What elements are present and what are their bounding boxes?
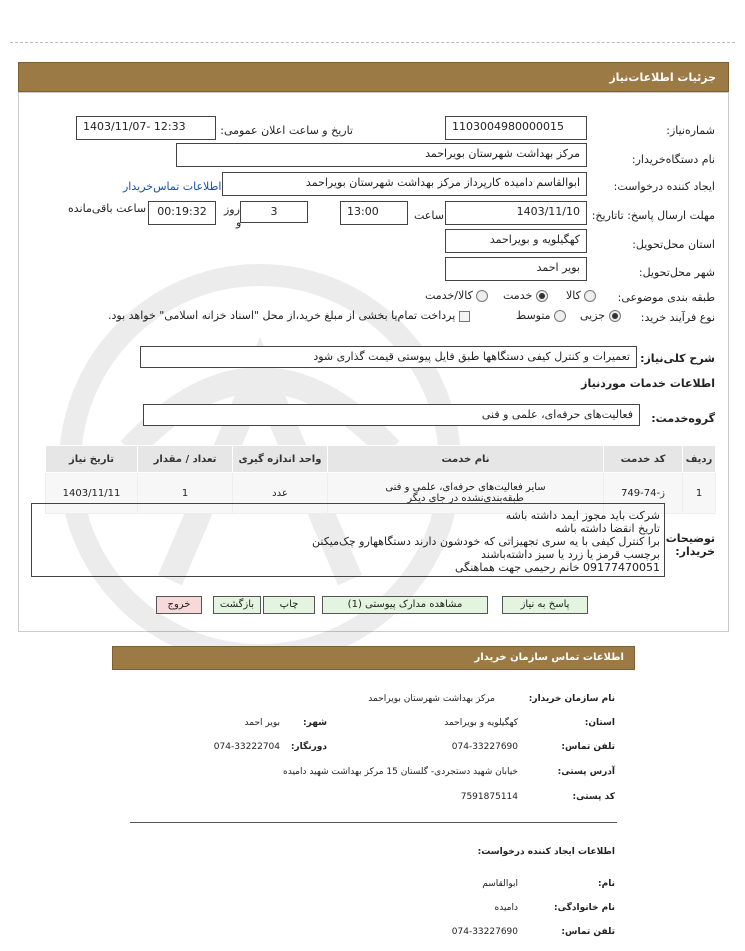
partial-label: جزیی: [580, 309, 606, 322]
category-goods-option[interactable]: [566, 289, 596, 302]
requester-field: ابوالقاسم دامیده کارپرداز مرکز بهداشت شهرستان بویراحمد: [222, 172, 587, 196]
process-label: نوع فرآیند خرید:: [640, 311, 715, 324]
contact-city-label: شهر:: [303, 718, 327, 728]
col-unit: واحد اندازه گیری: [233, 446, 328, 473]
buyer-org-field: مرکز بهداشت شهرستان بویراحمد: [176, 143, 587, 167]
payment-checkbox[interactable]: [459, 311, 470, 322]
days-label: روز: [224, 203, 240, 216]
notes-line: تاریخ انقضا داشته باشه: [555, 522, 660, 535]
keyword-label: شرح کلی‌نیاز:: [640, 352, 715, 365]
creator-phone-value: 074-33227690: [451, 927, 518, 937]
creator-name-value: ابوالقاسم: [482, 879, 518, 889]
remaining-label: ساعت باقی‌مانده: [68, 202, 147, 215]
col-code: کد خدمت: [604, 446, 683, 473]
process-partial-option[interactable]: [580, 309, 621, 322]
services-heading: اطلاعات خدمات موردنیاز: [581, 377, 715, 390]
contact-org-value: مرکز بهداشت شهرستان بویراحمد: [368, 694, 495, 704]
contact-section-header: [112, 646, 635, 670]
col-row: ردیف: [683, 446, 716, 473]
back-button[interactable]: بازگشت: [213, 596, 261, 614]
contact-phone-value: 074-33227690: [451, 742, 518, 752]
deadline-time-field: 13:00: [340, 201, 408, 225]
contact-org-label: نام سازمان خریدار:: [528, 694, 615, 704]
contact-address-label: آدرس پستی:: [557, 767, 615, 777]
page-title: جزئیات اطلاعات‌نیاز: [609, 71, 716, 84]
goods-label: کالا: [566, 289, 581, 302]
announce-field: 1403/11/07- 12:33: [76, 116, 216, 140]
page-header: [18, 62, 729, 92]
need-number-label: شماره‌نیاز:: [666, 124, 715, 137]
province-label: استان محل‌تحویل:: [632, 238, 715, 251]
creator-name-label: نام:: [598, 879, 615, 889]
medium-label: متوسط: [516, 309, 551, 322]
col-date: تاریخ نیاز: [46, 446, 138, 473]
notes-line: شرکت باید مجوز ایمد داشته باشه: [505, 509, 660, 522]
and-label: و: [236, 216, 242, 229]
days-field: 3: [240, 201, 308, 223]
cell-name-line2: طبقه‌بندی‌نشده در جای دیگر: [407, 493, 524, 504]
contact-phone-label: تلفن تماس:: [561, 742, 615, 752]
payment-note[interactable]: [108, 309, 470, 322]
reply-button[interactable]: پاسخ به نیاز: [502, 596, 588, 614]
keyword-field: تعمیرات و کنترل کیفی دستگاهها طبق فایل پیوستی قیمت گذاری شود: [140, 346, 637, 368]
medium-radio[interactable]: [554, 310, 566, 322]
buyer-contact-link[interactable]: اطلاعات تماس‌خریدار: [123, 180, 222, 193]
goods-service-label: کالا/خدمت: [425, 289, 473, 302]
notes-line: 09177470051 خانم رحیمی جهت هماهنگی: [454, 561, 660, 574]
city-label: شهر محل‌تحویل:: [638, 266, 715, 279]
print-button[interactable]: چاپ: [263, 596, 315, 614]
remaining-time-field: 00:19:32: [148, 201, 216, 225]
col-qty: تعداد / مقدار: [138, 446, 233, 473]
view-attachments-button[interactable]: مشاهده مدارک پیوستی (1): [322, 596, 488, 614]
cell-unit: عدد: [233, 473, 328, 514]
deadline-label: مهلت ارسال پاسخ: تاتاریخ:: [591, 209, 715, 222]
need-number-field: 1103004980000015: [445, 116, 587, 140]
category-service-option[interactable]: [503, 289, 548, 302]
notes-line: برچسب قرمز یا زرد یا سبز داشته‌باشند: [481, 548, 660, 561]
creator-family-label: نام خانوادگی:: [553, 903, 615, 913]
requester-label: ایجاد کننده درخواست:: [613, 180, 715, 193]
cell-code: ز-74-749: [604, 473, 683, 514]
deadline-date-field: 1403/11/10: [445, 201, 587, 225]
contact-postal-label: کد پستی:: [572, 792, 615, 802]
cell-date: 1403/11/11: [46, 473, 138, 514]
contact-fax-value: 074-33222704: [213, 742, 280, 752]
partial-radio[interactable]: [609, 310, 621, 322]
table-header-row: [46, 446, 716, 473]
time-label: ساعت: [414, 209, 444, 222]
province-field: کهگیلویه و بویراحمد: [445, 229, 587, 253]
group-field: فعالیت‌های حرفه‌ای، علمی و فنی: [143, 404, 640, 426]
contact-section-title: اطلاعات تماس سازمان خریدار: [474, 652, 624, 663]
group-label: گروه‌خدمت:: [651, 412, 715, 425]
top-divider: [10, 42, 735, 43]
notes-label: [666, 532, 715, 558]
buyer-org-label: نام دستگاه‌خریدار:: [631, 153, 715, 166]
exit-button[interactable]: خروج: [156, 596, 202, 614]
city-field: بویر احمد: [445, 257, 587, 281]
notes-line: برا کنترل کیفی با یه سری تجهیزاتی که خودشون دارند دستگاههارو چک‌میکنن: [312, 535, 660, 548]
contact-province-label: استان:: [584, 718, 615, 728]
notes-label-line2: خریدار:: [675, 545, 715, 558]
announce-label: تاریخ و ساعت اعلان عمومی:: [220, 124, 353, 137]
category-goods-service-option[interactable]: [425, 289, 488, 302]
cell-row: 1: [683, 473, 716, 514]
cell-qty: 1: [138, 473, 233, 514]
notes-box: [31, 503, 665, 577]
contact-divider: [130, 822, 617, 823]
contact-province-value: کهگیلویه و بویراحمد: [444, 718, 518, 728]
category-label: طبقه بندی موضوعی:: [617, 291, 715, 304]
creator-family-value: دامیده: [494, 903, 518, 913]
notes-label-line1: توضیحات: [665, 532, 715, 545]
contact-fax-label: دورنگار:: [290, 742, 327, 752]
contact-postal-value: 7591875114: [460, 792, 518, 802]
creator-title: اطلاعات ایجاد کننده درخواست:: [477, 847, 615, 857]
service-label: خدمت: [503, 289, 533, 302]
creator-phone-label: تلفن تماس:: [561, 927, 615, 937]
contact-address-value: خیابان شهید دستجردی- گلستان 15 مرکز بهداشت شهید دامیده: [283, 767, 518, 777]
goods-radio[interactable]: [584, 290, 596, 302]
cell-name-line1: سایر فعالیت‌های حرفه‌ای، علمی و فنی: [385, 482, 546, 493]
contact-city-value: بویر احمد: [244, 718, 280, 728]
payment-note-text: پرداخت تمام‌یا بخشی از مبلغ خرید،از محل "اسناد خزانه اسلامی" خواهد بود.: [108, 309, 456, 322]
goods-service-radio[interactable]: [476, 290, 488, 302]
process-medium-option[interactable]: [516, 309, 566, 322]
service-radio[interactable]: [536, 290, 548, 302]
col-name: نام خدمت: [328, 446, 604, 473]
